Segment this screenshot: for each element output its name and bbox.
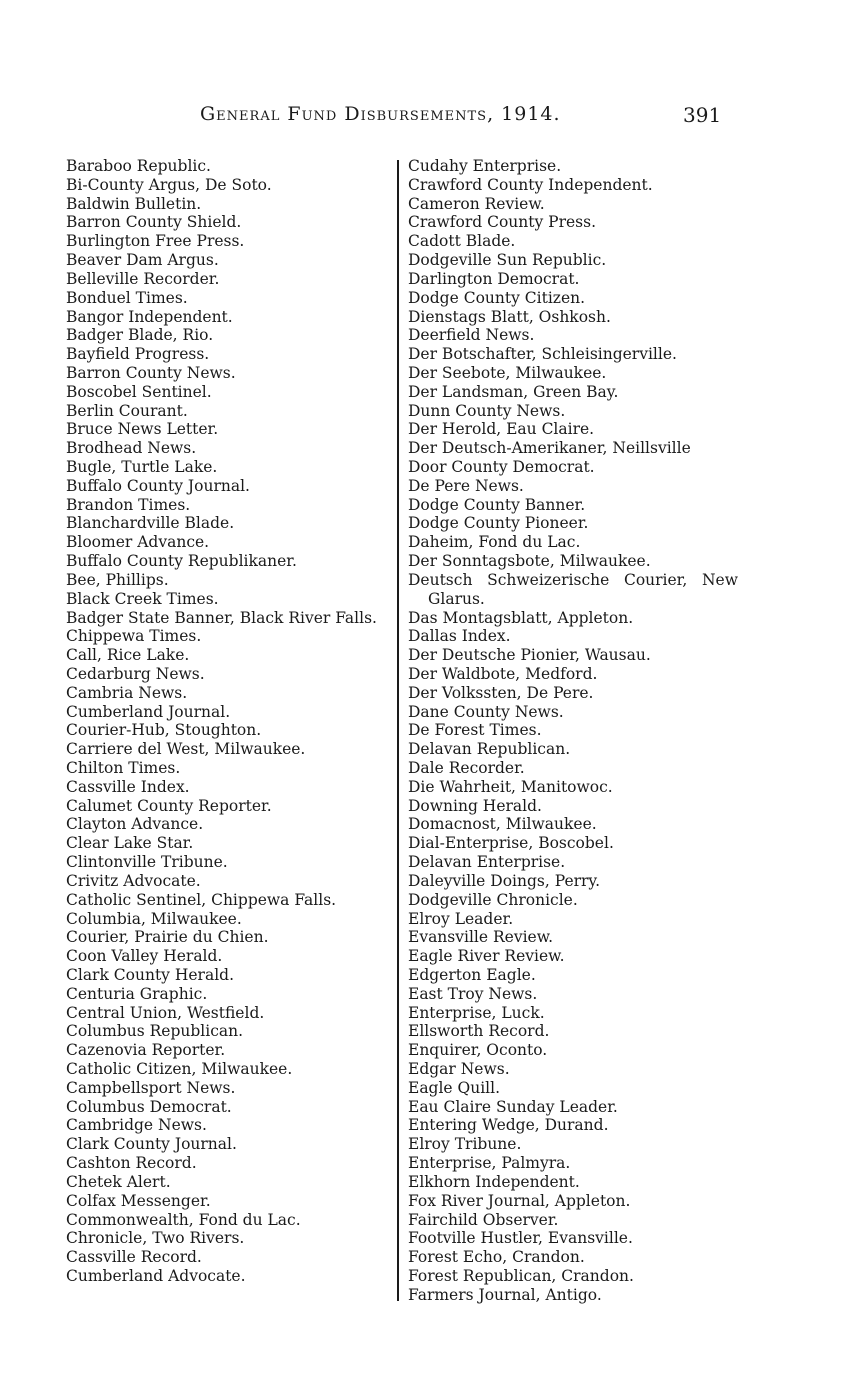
list-item: Clark County Journal. (66, 1135, 237, 1154)
list-item: Clayton Advance. (66, 815, 204, 834)
list-item: Cadott Blade. (408, 232, 516, 251)
list-item: Beaver Dam Argus. (66, 251, 219, 270)
list-item: Chetek Alert. (66, 1172, 171, 1191)
list-item: Colfax Messenger. (66, 1191, 211, 1210)
list-item: Domacnost, Milwaukee. (408, 815, 597, 834)
list-item: Der Volkssten, De Pere. (408, 683, 594, 702)
list-item: Bugle, Turtle Lake. (66, 458, 218, 476)
list-item: Ellsworth Record. (408, 1022, 550, 1041)
list-item: Daleyville Doings, Perry. (408, 871, 601, 890)
list-item: De Pere News. (408, 476, 524, 495)
list-item: Burlington Free Press. (66, 232, 245, 251)
list-item: Farmers Journal, Antigo. (408, 1285, 602, 1304)
list-item: De Forest Times. (408, 721, 542, 740)
newspaper-list-right (408, 157, 738, 1305)
list-item: Der Sonntagsbote, Milwaukee. (408, 552, 651, 571)
newspaper-list-left (66, 157, 396, 1286)
list-item: Cassville Index. (66, 777, 190, 796)
list-item: Dodgeville Chronicle. (408, 890, 578, 909)
list-item: Campbellsport News. (66, 1078, 236, 1097)
list-item: Clintonville Tribune. (66, 853, 228, 872)
list-item: Clark County Herald. (66, 965, 235, 984)
list-item: Deutsch Schweizerische Courier, New Glarus. (408, 570, 738, 608)
list-item: Cazenovia Reporter. (66, 1041, 226, 1060)
list-item: Cudahy Enterprise. (408, 157, 562, 175)
list-item: Commonwealth, Fond du Lac. (66, 1210, 301, 1229)
list-item: Delavan Republican. (408, 740, 571, 759)
list-item: Cambria News. (66, 683, 188, 702)
list-item: Bruce News Letter. (66, 420, 219, 439)
list-item: Edgerton Eagle. (408, 965, 536, 984)
list-item: Badger State Banner, Black River Falls. (66, 608, 377, 627)
list-item: Brandon Times. (66, 495, 191, 514)
list-item: Elroy Leader. (408, 909, 514, 928)
list-item: Elkhorn Independent. (408, 1172, 580, 1191)
list-item: Darlington Democrat. (408, 269, 580, 288)
list-item: Der Deutsch-Amerikaner, Neillsville (408, 439, 691, 458)
list-item: Der Landsman, Green Bay. (408, 382, 619, 401)
list-item: Bayfield Progress. (66, 345, 210, 364)
list-item: Baldwin Bulletin. (66, 194, 202, 213)
list-item: Calumet County Reporter. (66, 796, 272, 815)
list-item: Delavan Enterprise. (408, 853, 566, 872)
list-item: Crivitz Advocate. (66, 871, 201, 890)
list-item: Crawford County Press. (408, 213, 597, 232)
list-item: Berlin Courant. (66, 401, 188, 420)
list-item: Dallas Index. (408, 627, 511, 646)
list-item: Courier-Hub, Stoughton. (66, 721, 262, 740)
list-item: Dale Recorder. (408, 759, 525, 777)
list-item: Cameron Review. (408, 194, 545, 213)
list-item: Daheim, Fond du Lac. (408, 533, 581, 552)
list-item: Bloomer Advance. (66, 533, 210, 552)
list-item: Dodge County Pioneer. (408, 514, 589, 533)
list-item: Elroy Tribune. (408, 1135, 522, 1154)
list-item: Enterprise, Palmyra. (408, 1154, 571, 1173)
list-item: Chilton Times. (66, 759, 181, 777)
list-item: Coon Valley Herald. (66, 947, 223, 966)
list-item: Badger Blade, Rio. (66, 326, 214, 345)
list-item: Downing Herald. (408, 796, 542, 815)
list-item: Cumberland Advocate. (66, 1266, 246, 1285)
list-item: Dunn County News. (408, 401, 566, 420)
list-item: Cambridge News. (66, 1116, 207, 1135)
list-item: Bangor Independent. (66, 307, 233, 326)
list-item: Catholic Citizen, Milwaukee. (66, 1060, 293, 1078)
list-item: Baraboo Republic. (66, 157, 211, 175)
list-item: Edgar News. (408, 1060, 510, 1078)
list-item: Clear Lake Star. (66, 834, 194, 853)
list-item: Cumberland Journal. (66, 702, 231, 721)
list-item: Columbus Democrat. (66, 1097, 232, 1116)
list-item: Dodge County Citizen. (408, 288, 586, 307)
list-item: Der Herold, Eau Claire. (408, 420, 595, 439)
list-item: Entering Wedge, Durand. (408, 1116, 609, 1135)
list-item: Central Union, Westfield. (66, 1003, 265, 1022)
list-item: Blanchardville Blade. (66, 514, 235, 533)
list-item: Deerfield News. (408, 326, 535, 345)
list-item: Door County Democrat. (408, 458, 595, 476)
list-item: Buffalo County Journal. (66, 476, 250, 495)
list-item: Cassville Record. (66, 1248, 202, 1267)
list-item: Bonduel Times. (66, 288, 188, 307)
list-item: Enterprise, Luck. (408, 1003, 545, 1022)
list-item: Der Deutsche Pionier, Wausau. (408, 646, 651, 665)
list-item: Dienstags Blatt, Oshkosh. (408, 307, 611, 326)
list-item: Barron County Shield. (66, 213, 242, 232)
list-item: Eau Claire Sunday Leader. (408, 1097, 618, 1116)
list-item: Dodgeville Sun Republic. (408, 251, 607, 270)
list-item: Evansville Review. (408, 928, 554, 947)
page-title: General Fund Disbursements, 1914. (200, 103, 561, 125)
list-item: Black Creek Times. (66, 589, 219, 608)
list-item: Enquirer, Oconto. (408, 1041, 548, 1060)
list-item: Centuria Graphic. (66, 984, 208, 1003)
list-item: Dial-Enterprise, Boscobel. (408, 834, 614, 853)
list-item: Das Montagsblatt, Appleton. (408, 608, 634, 627)
list-item: Buffalo County Republikaner. (66, 552, 297, 571)
list-item: Eagle River Review. (408, 947, 565, 966)
list-item: Barron County News. (66, 363, 236, 382)
page-header (0, 103, 867, 133)
column-divider (397, 160, 399, 1301)
list-item: East Troy News. (408, 984, 538, 1003)
list-item: Columbia, Milwaukee. (66, 909, 242, 928)
list-item: Brodhead News. (66, 439, 197, 458)
list-item: Fairchild Observer. (408, 1210, 559, 1229)
list-item: Boscobel Sentinel. (66, 382, 212, 401)
list-item: Courier, Prairie du Chien. (66, 928, 269, 947)
list-item: Cashton Record. (66, 1154, 197, 1173)
list-item: Belleville Recorder. (66, 269, 220, 288)
list-item: Call, Rice Lake. (66, 646, 190, 665)
list-item: Chippewa Times. (66, 627, 202, 646)
list-item: Crawford County Independent. (408, 175, 653, 194)
list-item: Dodge County Banner. (408, 495, 586, 514)
list-item: Der Seebote, Milwaukee. (408, 363, 607, 382)
list-item: Cedarburg News. (66, 664, 205, 683)
list-item: Forest Republican, Crandon. (408, 1266, 634, 1285)
list-item: Der Botschafter, Schleisingerville. (408, 345, 677, 364)
page-number: 391 (683, 103, 722, 127)
list-item: Forest Echo, Crandon. (408, 1248, 585, 1267)
list-item: Die Wahrheit, Manitowoc. (408, 777, 613, 796)
list-item: Bee, Phillips. (66, 570, 169, 589)
list-item: Eagle Quill. (408, 1078, 501, 1097)
list-item: Catholic Sentinel, Chippewa Falls. (66, 890, 337, 909)
list-item: Fox River Journal, Appleton. (408, 1191, 631, 1210)
list-item: Dane County News. (408, 702, 564, 721)
list-item: Columbus Republican. (66, 1022, 244, 1041)
list-item: Bi-County Argus, De Soto. (66, 175, 272, 194)
list-item: Carriere del West, Milwaukee. (66, 740, 306, 759)
list-item: Chronicle, Two Rivers. (66, 1229, 245, 1248)
list-item: Der Waldbote, Medford. (408, 664, 598, 683)
list-item: Footville Hustler, Evansville. (408, 1229, 633, 1248)
